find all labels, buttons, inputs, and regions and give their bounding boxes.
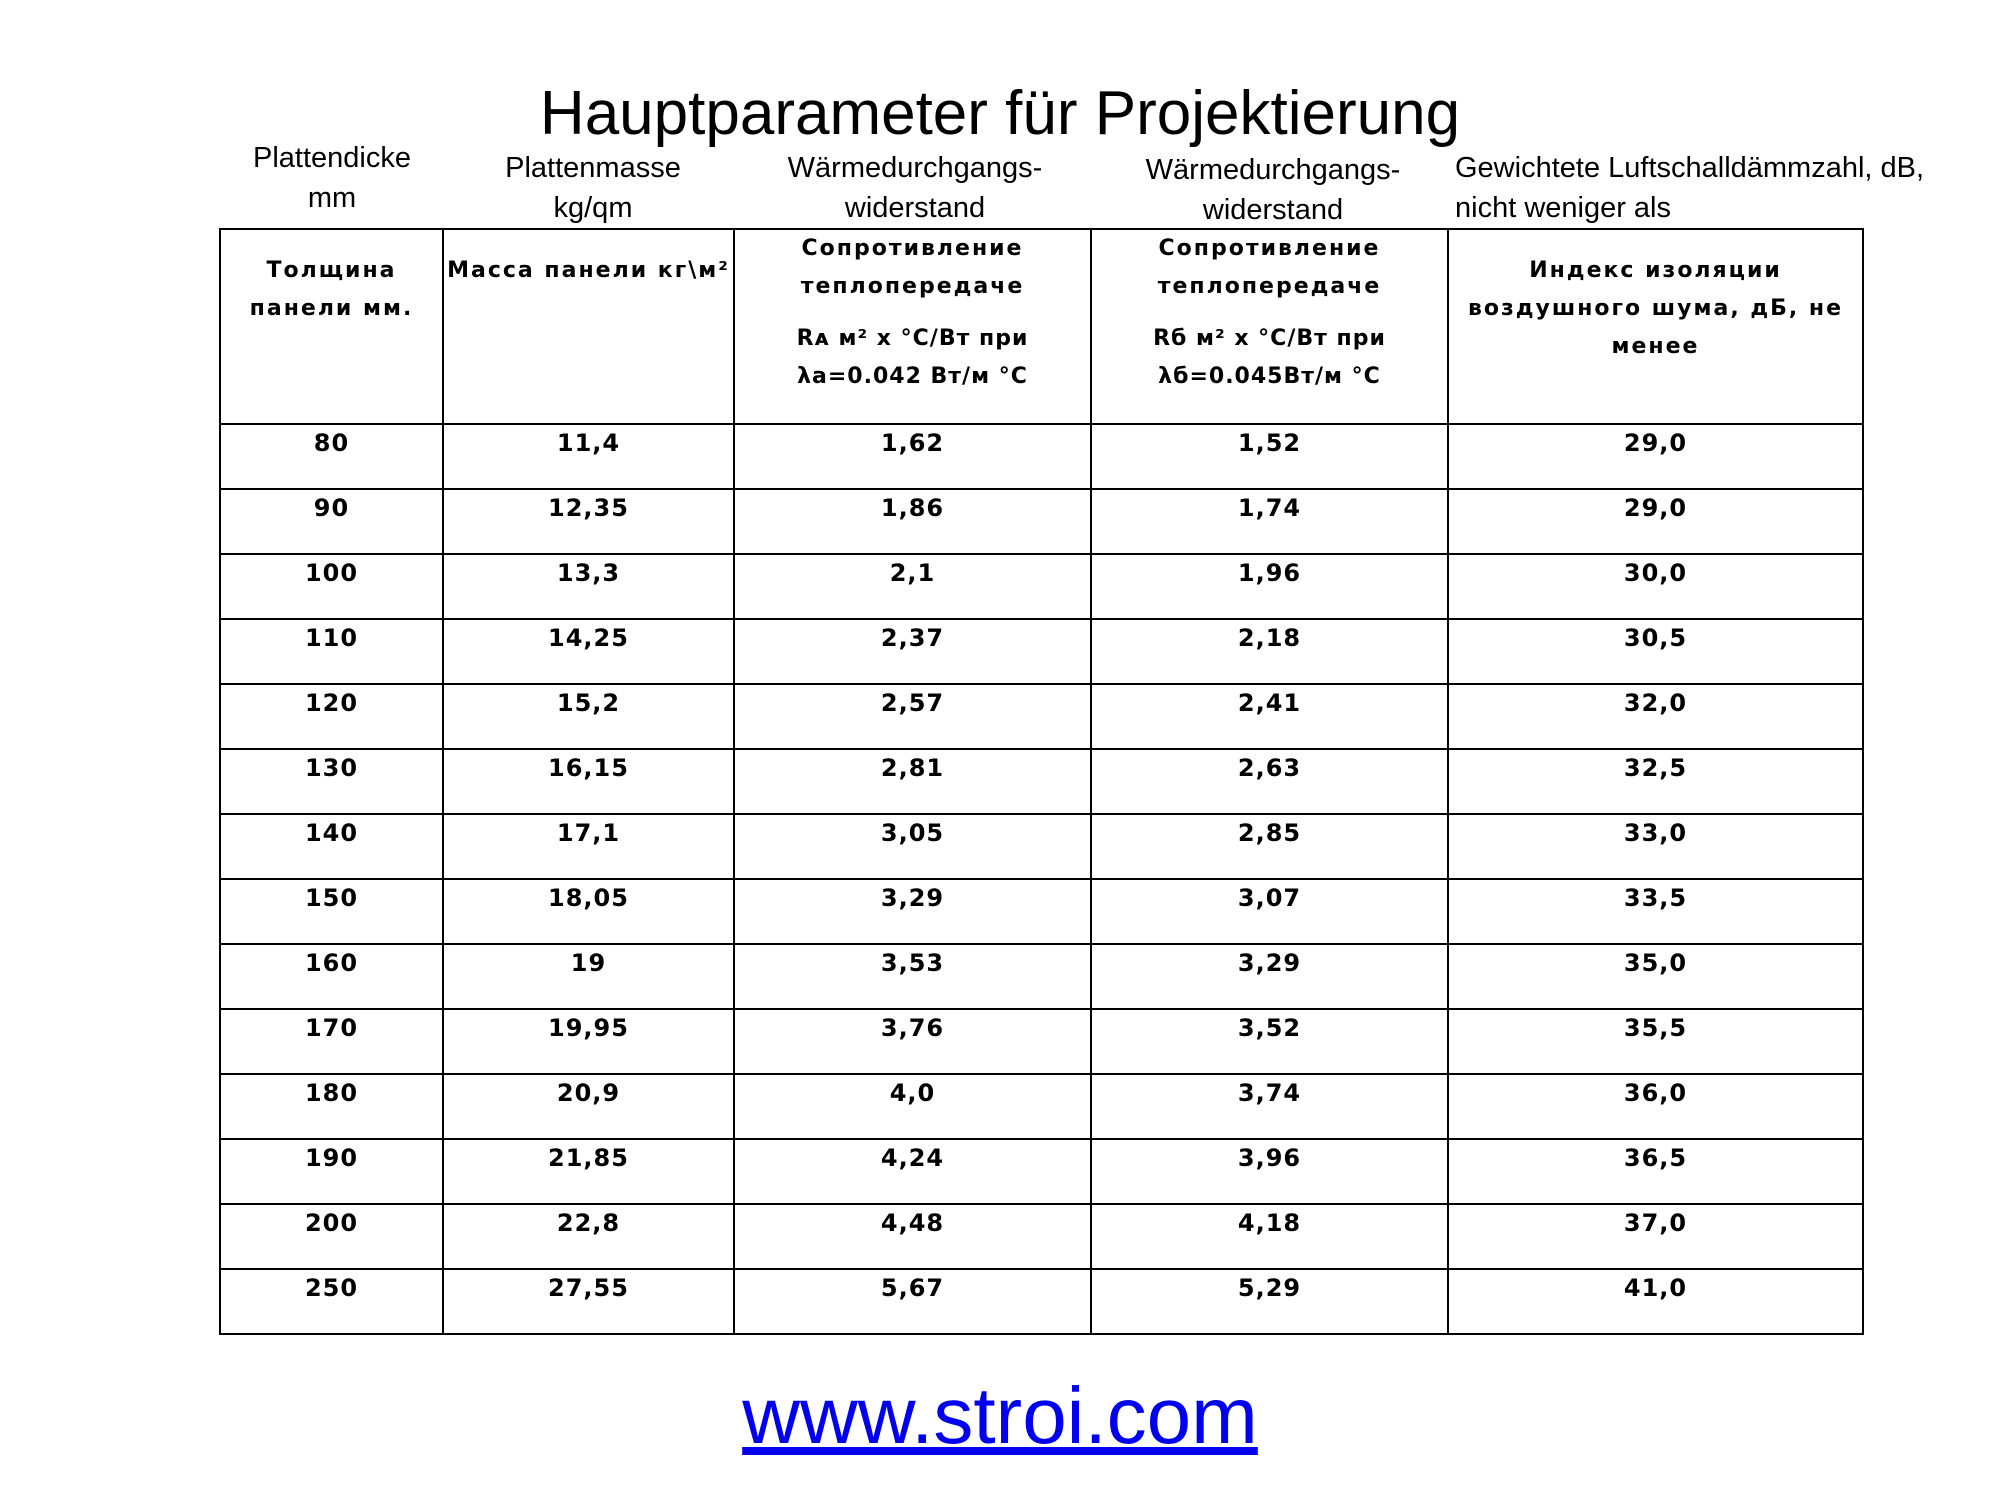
table-cell: 250 bbox=[220, 1269, 443, 1334]
table-cell: 150 bbox=[220, 879, 443, 944]
table-cell: 36,0 bbox=[1448, 1074, 1863, 1139]
table-cell: 13,3 bbox=[443, 554, 734, 619]
table-cell: 2,63 bbox=[1091, 749, 1448, 814]
table-cell: 27,55 bbox=[443, 1269, 734, 1334]
table-cell: 2,57 bbox=[734, 684, 1091, 749]
table-cell: 14,25 bbox=[443, 619, 734, 684]
header-formula: Rб м² х °С/Вт при λб=0.045Вт/м °С bbox=[1153, 326, 1386, 389]
table-row bbox=[220, 814, 1863, 879]
table-cell: 19,95 bbox=[443, 1009, 734, 1074]
website-link-container bbox=[0, 1368, 2000, 1464]
table-cell: 22,8 bbox=[443, 1204, 734, 1269]
table-cell: 3,53 bbox=[734, 944, 1091, 1009]
table-cell: 3,96 bbox=[1091, 1139, 1448, 1204]
header-formula: Rᴀ м² х °С/Вт при λа=0.042 Вт/м °С bbox=[796, 326, 1029, 389]
parameter-table bbox=[219, 228, 1864, 1335]
table-cell: 90 bbox=[220, 489, 443, 554]
table-row bbox=[220, 1204, 1863, 1269]
table-cell: 130 bbox=[220, 749, 443, 814]
table-row bbox=[220, 619, 1863, 684]
table-cell: 20,9 bbox=[443, 1074, 734, 1139]
table-cell: 160 bbox=[220, 944, 443, 1009]
table-body bbox=[220, 424, 1863, 1334]
table-cell: 11,4 bbox=[443, 424, 734, 489]
table-cell: 3,52 bbox=[1091, 1009, 1448, 1074]
table-cell: 37,0 bbox=[1448, 1204, 1863, 1269]
table-cell: 19 bbox=[443, 944, 734, 1009]
label-plattenmasse: Plattenmasse kg/qm bbox=[505, 152, 681, 224]
header-resistance-b bbox=[1091, 229, 1448, 424]
table-cell: 170 bbox=[220, 1009, 443, 1074]
table-cell: 200 bbox=[220, 1204, 443, 1269]
table-row bbox=[220, 1074, 1863, 1139]
table-cell: 2,1 bbox=[734, 554, 1091, 619]
table-cell: 3,29 bbox=[734, 879, 1091, 944]
table-cell: 2,81 bbox=[734, 749, 1091, 814]
header-resistance-a bbox=[734, 229, 1091, 424]
table-cell: 2,18 bbox=[1091, 619, 1448, 684]
table-cell: 36,5 bbox=[1448, 1139, 1863, 1204]
table-cell: 5,67 bbox=[734, 1269, 1091, 1334]
table-cell: 3,05 bbox=[734, 814, 1091, 879]
table-row bbox=[220, 1139, 1863, 1204]
table-cell: 3,76 bbox=[734, 1009, 1091, 1074]
table-cell: 12,35 bbox=[443, 489, 734, 554]
table-cell: 35,5 bbox=[1448, 1009, 1863, 1074]
page-title: Hauptparameter für Projektierung bbox=[539, 79, 1461, 148]
header-thickness bbox=[220, 229, 443, 424]
table-row bbox=[220, 554, 1863, 619]
label-waermedurchgang-a: Wärmedurchgangs-widerstand bbox=[787, 152, 1043, 224]
label-luftschalldaemmzahl: Gewichtete Luftschalldämmzahl, dB, nicht weniger als bbox=[1455, 152, 1925, 224]
table-cell: 80 bbox=[220, 424, 443, 489]
table-cell: 3,07 bbox=[1091, 879, 1448, 944]
table-cell: 32,5 bbox=[1448, 749, 1863, 814]
header-name: Масса панели кг\м² bbox=[447, 258, 730, 283]
table-cell: 190 bbox=[220, 1139, 443, 1204]
table-cell: 35,0 bbox=[1448, 944, 1863, 1009]
table-cell: 100 bbox=[220, 554, 443, 619]
header-name: Индекс изоляции воздушного шума, дБ, не менее bbox=[1467, 258, 1844, 359]
table-cell: 110 bbox=[220, 619, 443, 684]
table-row bbox=[220, 489, 1863, 554]
table-cell: 41,0 bbox=[1448, 1269, 1863, 1334]
label-plattendicke: Plattendicke mm bbox=[253, 142, 411, 214]
table-cell: 1,62 bbox=[734, 424, 1091, 489]
table-cell: 17,1 bbox=[443, 814, 734, 879]
table-cell: 2,85 bbox=[1091, 814, 1448, 879]
table-cell: 180 bbox=[220, 1074, 443, 1139]
table-header-row bbox=[220, 229, 1863, 424]
table-cell: 1,74 bbox=[1091, 489, 1448, 554]
header-name: Сопротивление теплопередаче bbox=[800, 236, 1025, 299]
table-cell: 33,0 bbox=[1448, 814, 1863, 879]
table-row bbox=[220, 1269, 1863, 1334]
table-cell: 1,86 bbox=[734, 489, 1091, 554]
table-row bbox=[220, 749, 1863, 814]
table-cell: 21,85 bbox=[443, 1139, 734, 1204]
table-cell: 3,74 bbox=[1091, 1074, 1448, 1139]
table-cell: 3,29 bbox=[1091, 944, 1448, 1009]
table-row bbox=[220, 879, 1863, 944]
table-row bbox=[220, 424, 1863, 489]
table-cell: 2,37 bbox=[734, 619, 1091, 684]
table-cell: 1,96 bbox=[1091, 554, 1448, 619]
table-cell: 16,15 bbox=[443, 749, 734, 814]
table-cell: 4,48 bbox=[734, 1204, 1091, 1269]
table-cell: 15,2 bbox=[443, 684, 734, 749]
table-cell: 29,0 bbox=[1448, 424, 1863, 489]
header-name: Толщина панели мм. bbox=[249, 258, 414, 321]
table-cell: 4,0 bbox=[734, 1074, 1091, 1139]
table-row bbox=[220, 1009, 1863, 1074]
header-mass bbox=[443, 229, 734, 424]
table-cell: 4,24 bbox=[734, 1139, 1091, 1204]
table-row bbox=[220, 684, 1863, 749]
table-cell: 140 bbox=[220, 814, 443, 879]
table-cell: 2,41 bbox=[1091, 684, 1448, 749]
table-cell: 5,29 bbox=[1091, 1269, 1448, 1334]
table-cell: 30,0 bbox=[1448, 554, 1863, 619]
table-cell: 30,5 bbox=[1448, 619, 1863, 684]
table-cell: 33,5 bbox=[1448, 879, 1863, 944]
table-cell: 120 bbox=[220, 684, 443, 749]
table-cell: 18,05 bbox=[443, 879, 734, 944]
table-row bbox=[220, 944, 1863, 1009]
label-waermedurchgang-b: Wärmedurchgangs-widerstand bbox=[1145, 154, 1401, 226]
table-cell: 4,18 bbox=[1091, 1204, 1448, 1269]
header-noise-index bbox=[1448, 229, 1863, 424]
table-cell: 32,0 bbox=[1448, 684, 1863, 749]
header-name: Сопротивление теплопередаче bbox=[1157, 236, 1382, 299]
table-cell: 1,52 bbox=[1091, 424, 1448, 489]
website-link[interactable]: www.stroi.com bbox=[742, 1371, 1258, 1460]
table-cell: 29,0 bbox=[1448, 489, 1863, 554]
